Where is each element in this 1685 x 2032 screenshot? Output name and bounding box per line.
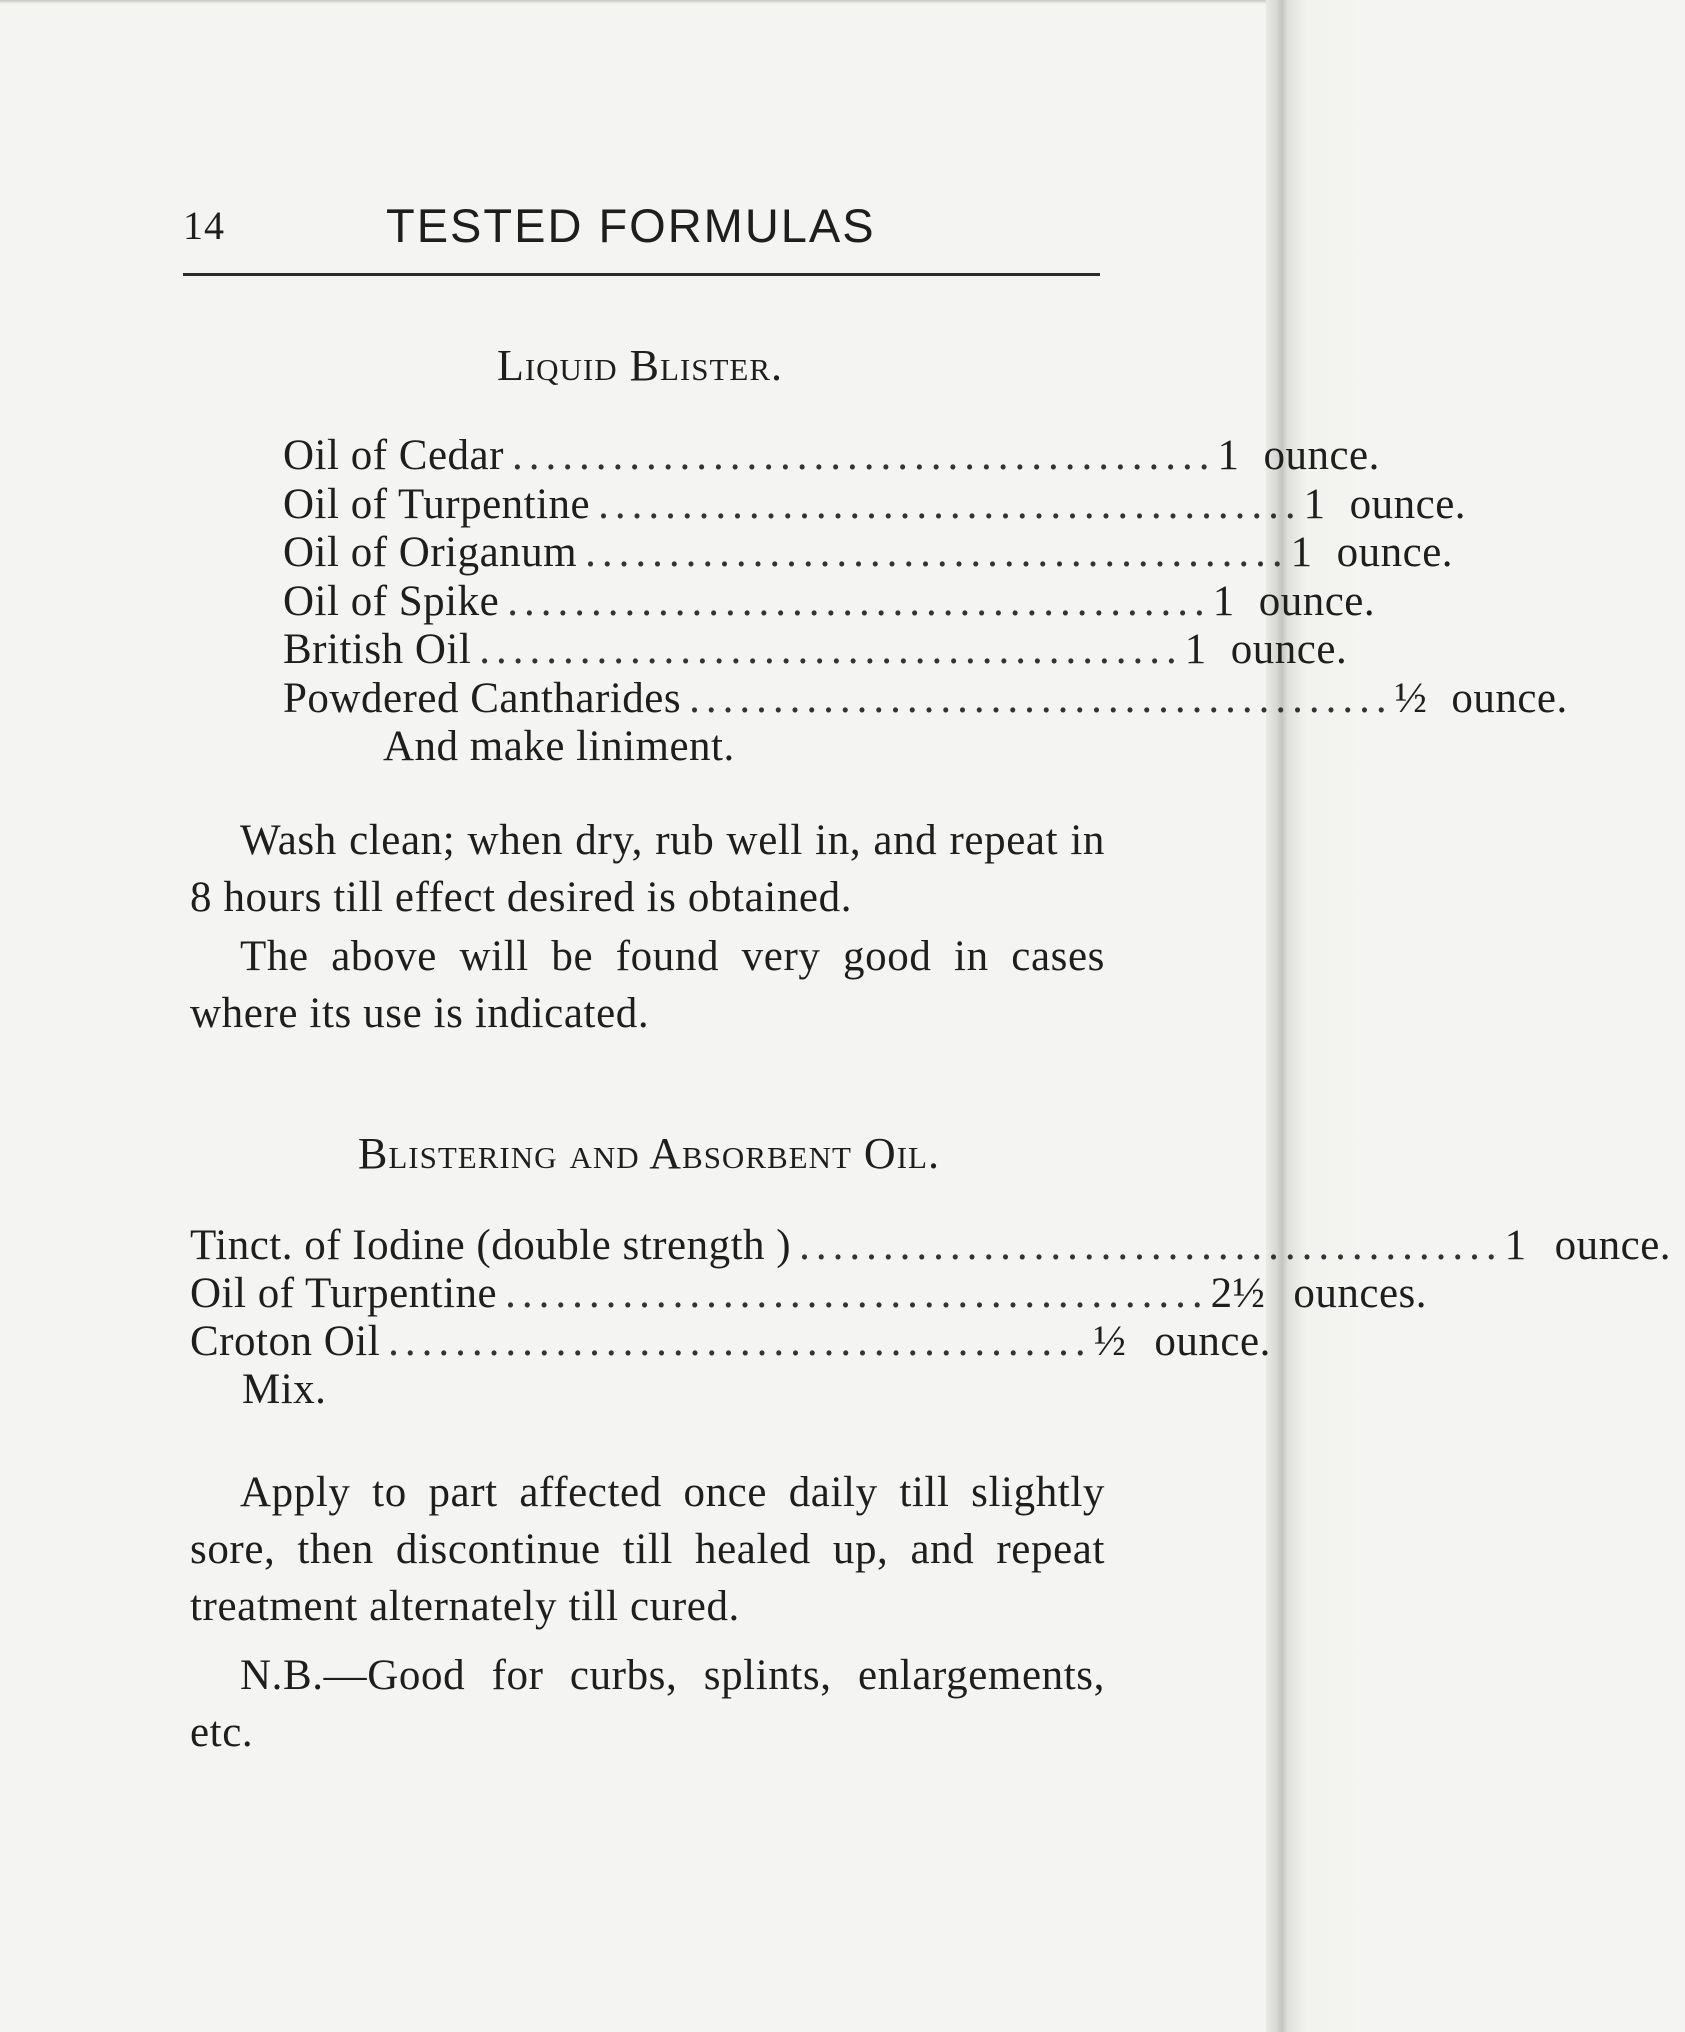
- ingredient-unit: ounce.: [1349, 480, 1467, 528]
- leader-dots: ..........................................: [689, 674, 1393, 722]
- ingredient-name: Tinct. of Iodine (double strength ): [190, 1222, 792, 1269]
- page-header: [183, 198, 1100, 258]
- ingredient-quantity: 2½: [1210, 1270, 1266, 1317]
- page-number: 14: [183, 203, 225, 248]
- recipe-ingredient-list: [283, 432, 1568, 771]
- ingredient-unit: ounce.: [1230, 626, 1348, 673]
- header-rule: [183, 273, 1100, 276]
- page-binding-edge: [1266, 0, 1376, 2032]
- ingredient-name: Oil of Turpentine: [190, 1270, 498, 1317]
- ingredient-name: Oil of Spike: [283, 577, 500, 625]
- ingredient-unit: ounce.: [1154, 1318, 1271, 1365]
- ingredient-unit: ounce.: [1258, 577, 1376, 625]
- ingredient-row: [283, 480, 1467, 530]
- page-top-edge: [0, 0, 1376, 4]
- ingredient-unit: ounce.: [1263, 432, 1380, 479]
- ingredient-name: Oil of Cedar: [283, 432, 504, 479]
- ingredient-row: [190, 1222, 1672, 1270]
- ingredient-quantity: 1: [1217, 432, 1240, 479]
- ingredient-name: Powdered Cantharides: [283, 674, 682, 722]
- ingredient-quantity: 1: [1303, 480, 1326, 528]
- ingredient-name: British Oil: [283, 626, 472, 673]
- ingredient-quantity: 1: [1504, 1222, 1527, 1269]
- leader-dots: ..........................................: [585, 529, 1289, 576]
- ingredient-row: [283, 529, 1454, 578]
- ingredient-unit: ounce.: [1451, 674, 1568, 722]
- running-head: TESTED FORMULAS: [386, 199, 876, 252]
- ingredient-unit: ounces.: [1293, 1270, 1428, 1317]
- ingredient-name: Oil of Origanum: [283, 529, 578, 576]
- ingredient-quantity: ½: [1394, 674, 1428, 722]
- recipe-instruction: And make liniment.: [383, 723, 735, 770]
- body-paragraph: N.B.—Good for curbs, splints, enlargements, etc.: [190, 1652, 1105, 1756]
- leader-dots: ..........................................: [505, 1270, 1209, 1317]
- ingredient-name: Oil of Turpentine: [283, 480, 591, 528]
- section-title-liquid-blister: Liquid Blister.: [496, 341, 784, 390]
- body-paragraph: Apply to part affected once daily till slightly sore, then discontinue till healed up, and repeat treatment alternately till cured.: [190, 1469, 1105, 1630]
- ingredient-row: [283, 432, 1380, 481]
- leader-dots: ..........................................: [388, 1318, 1092, 1365]
- ingredient-row: [283, 577, 1376, 627]
- ingredient-row: [283, 674, 1568, 724]
- ingredient-quantity: 1: [1290, 529, 1313, 576]
- ingredient-quantity: 1: [1184, 626, 1207, 673]
- leader-dots: ..........................................: [799, 1222, 1503, 1269]
- leader-dots: ..........................................: [479, 626, 1183, 673]
- ingredient-unit: ounce.: [1336, 529, 1454, 576]
- body-paragraph: The above will be found very good in cases where its use is indicated.: [190, 933, 1105, 1037]
- leader-dots: ..........................................: [511, 432, 1216, 479]
- recipe-ingredient-list: [190, 1222, 1672, 1414]
- ingredient-name: Croton Oil: [190, 1318, 381, 1365]
- section-title-blistering-oil: Blistering and Absorbent Oil.: [358, 1129, 940, 1178]
- ingredient-quantity: ½: [1093, 1318, 1127, 1365]
- ingredient-unit: ounce.: [1554, 1222, 1672, 1269]
- ingredient-row: [190, 1318, 1271, 1366]
- leader-dots: ..........................................: [598, 480, 1302, 528]
- leader-dots: ..........................................: [507, 577, 1211, 625]
- recipe-instruction: Mix.: [242, 1366, 327, 1413]
- ingredient-row: [190, 1270, 1428, 1318]
- ingredient-row: [283, 626, 1348, 675]
- body-paragraph: Wash clean; when dry, rub well in, and repeat in 8 hours till effect desired is obtained.: [190, 817, 1105, 921]
- ingredient-quantity: 1: [1212, 577, 1235, 625]
